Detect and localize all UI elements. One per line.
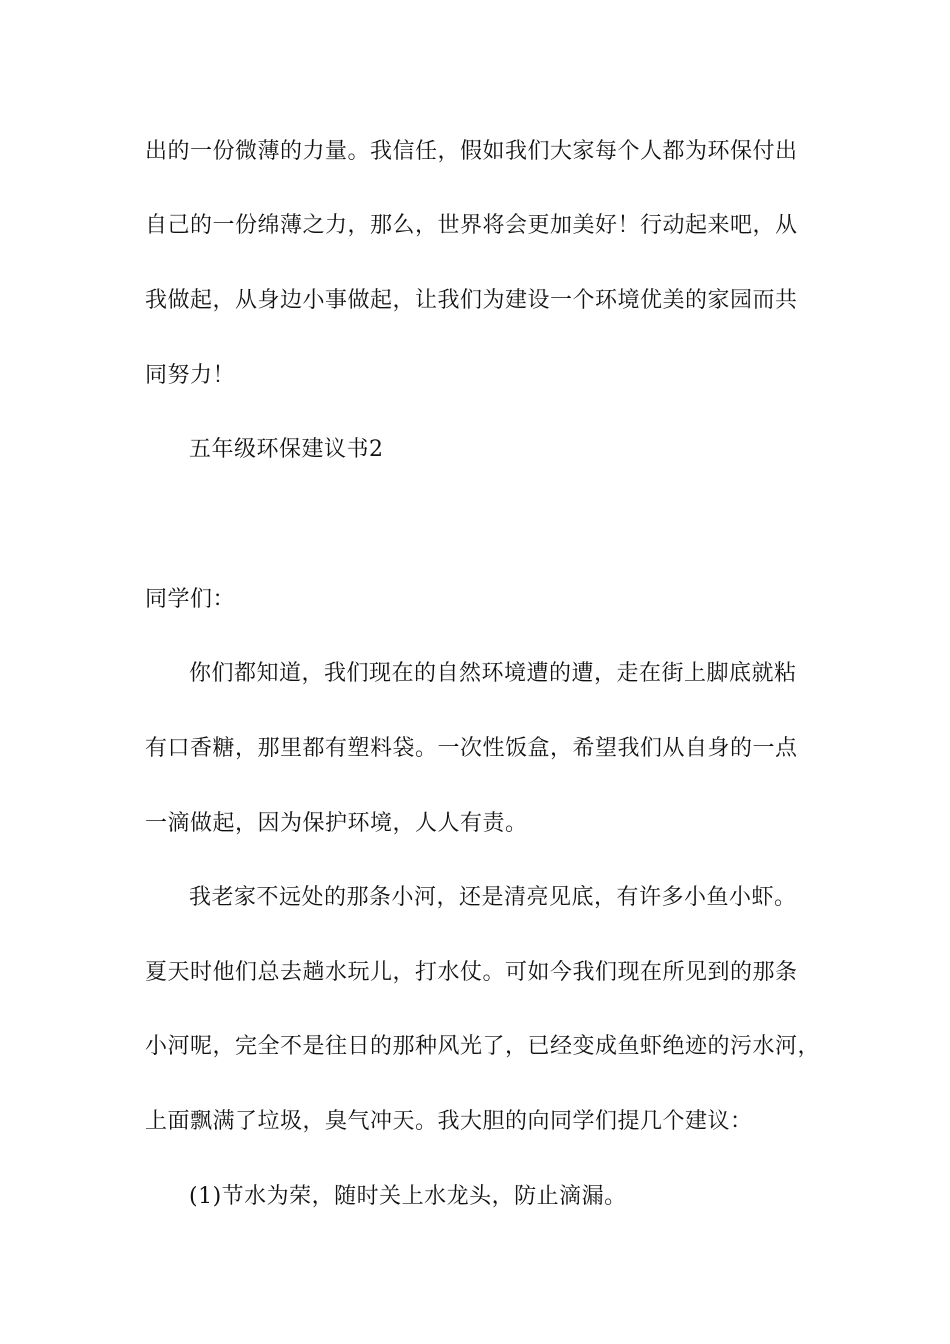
paragraph-line: 你们都知道，我们现在的自然环境遭的遭，走在街上脚底就粘 xyxy=(189,661,797,686)
paragraph-line: 自己的一份绵薄之力，那么，世界将会更加美好！行动起来吧，从 xyxy=(145,213,798,238)
paragraph-line: 小河呢，完全不是往日的那种风光了，已经变成鱼虾绝迹的污水河， xyxy=(145,1034,821,1059)
salutation: 同学们： xyxy=(145,587,236,612)
paragraph-line: 出的一份微薄的力量。我信任，假如我们大家每个人都为环保付出 xyxy=(145,139,798,164)
paragraph-line: 同努力！ xyxy=(145,363,236,388)
paragraph-line: 一滴做起，因为保护环境，人人有责。 xyxy=(145,811,528,836)
paragraph-line: 我老家不远处的那条小河，还是清亮见底，有许多小鱼小虾。 xyxy=(189,885,797,910)
paragraph-line: 我做起，从身边小事做起，让我们为建设一个环境优美的家园而共 xyxy=(145,288,798,313)
section-title: 五年级环保建议书2 xyxy=(189,437,384,462)
paragraph-line: 夏天时他们总去趟水玩儿，打水仗。可如今我们现在所见到的那条 xyxy=(145,960,798,985)
paragraph-line: 上面飘满了垃圾，臭气冲天。我大胆的向同学们提几个建议： xyxy=(145,1109,753,1134)
paragraph-line: 有口香糖，那里都有塑料袋。一次性饭盒，希望我们从自身的一点 xyxy=(145,736,798,761)
list-item: (1)节水为荣，随时关上水龙头，防止滴漏。 xyxy=(189,1184,627,1209)
